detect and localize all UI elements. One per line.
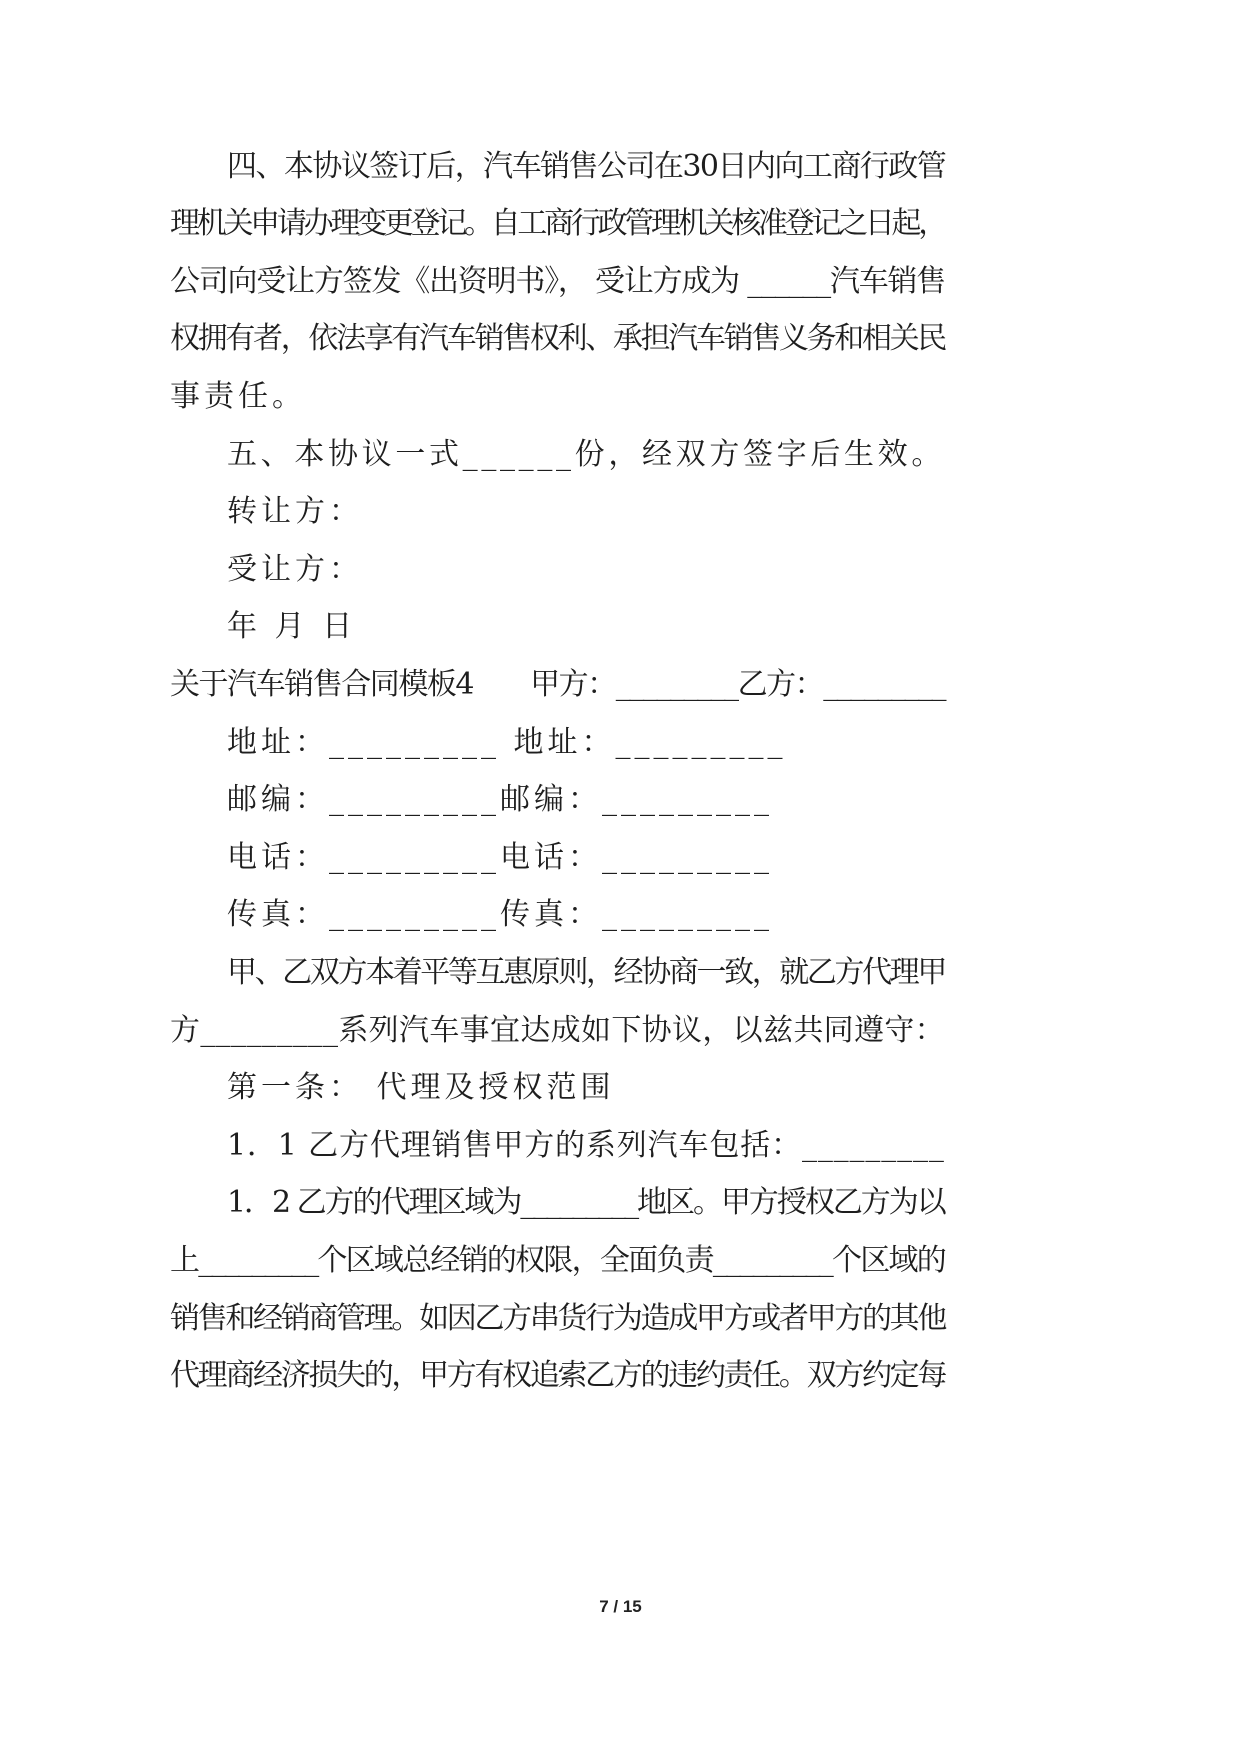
text-line: 方_________系列汽车事宜达成如下协议，以兹共同遵守：	[170, 1013, 945, 1048]
section-title: 关于汽车销售合同模板4 甲方：_________乙方：_________	[170, 667, 946, 702]
transferor-label: 转让方：	[227, 494, 363, 529]
text-line: 权拥有者，依法享有汽车销售权利、承担汽车销售义务和相关民	[170, 321, 945, 356]
text-line: 上_________个区域总经销的权限，全面负责_________个区域的	[170, 1243, 945, 1278]
address-line: 地址：_________ 地址：_________	[227, 725, 787, 760]
page-number: 7 / 15	[599, 1597, 642, 1616]
text-line: 销售和经销商管理。如因乙方串货行为造成甲方或者甲方的其他	[170, 1301, 945, 1336]
text-line: 四、本协议签订后，汽车销售公司在30日内向工商行政管	[227, 149, 946, 184]
text-line: 甲、乙双方本着平等互惠原则，经协商一致，就乙方代理甲	[227, 955, 945, 990]
clause-line: 1．2 乙方的代理区域为_________地区。甲方授权乙方为以	[227, 1185, 945, 1220]
text-line: 五、本协议一式______份，经双方签字后生效。	[227, 437, 945, 472]
phone-line: 电话：_________电话：_________	[227, 840, 773, 875]
article-heading: 第一条： 代理及授权范围	[227, 1070, 615, 1105]
text-line: 理机关申请办理变更登记。自工商行政管理机关核准登记之日起，	[170, 206, 945, 241]
text-line: 公司向受让方签发《出资明书》， 受让方成为 ______汽车销售	[170, 264, 946, 299]
postcode-line: 邮编：_________邮编：_________	[227, 782, 773, 817]
clause-line: 1．1 乙方代理销售甲方的系列汽车包括：_________	[227, 1128, 945, 1163]
fax-line: 传真：_________传真：_________	[227, 897, 773, 932]
text-line: 事责任。	[170, 379, 306, 414]
date-line: 年 月 日	[227, 609, 357, 644]
transferee-label: 受让方：	[227, 552, 363, 587]
text-line: 代理商经济损失的，甲方有权追索乙方的违约责任。双方约定每	[170, 1358, 945, 1393]
